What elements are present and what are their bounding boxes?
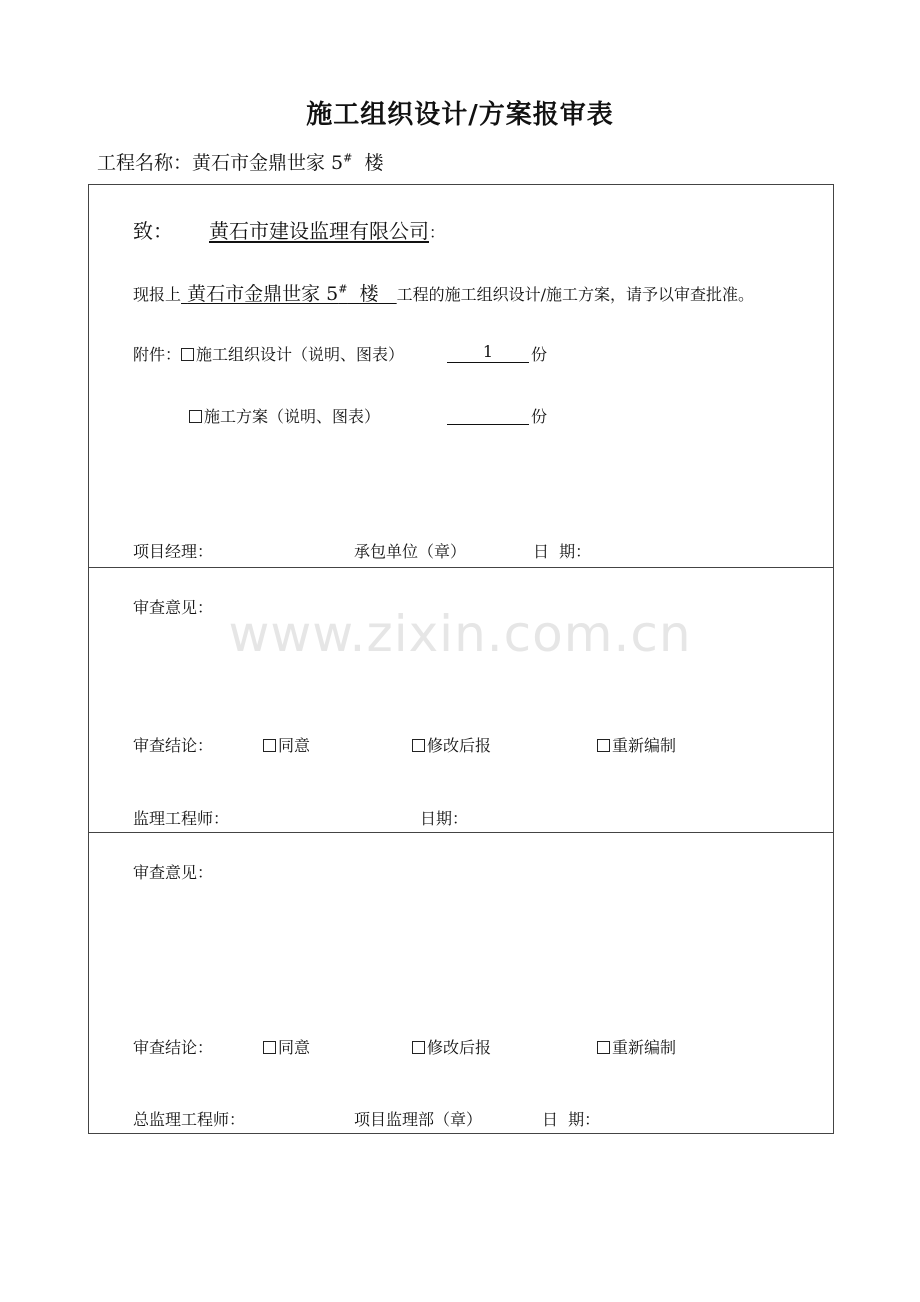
engineer-label: 监理工程师：	[133, 809, 230, 828]
report-suffix: 楼	[359, 283, 379, 305]
attachment-label: 附件：	[133, 345, 182, 364]
date-label: 日 期：	[542, 1110, 601, 1129]
project-name-line	[97, 148, 383, 175]
opinion-label: 审查意见：	[133, 598, 214, 617]
option-agree-label: 同意	[278, 736, 311, 755]
project-mark: #	[343, 151, 353, 165]
page-title: 施工组织设计/方案报审表	[306, 100, 614, 130]
attachment-line-2	[189, 404, 380, 427]
attachment1-unit: 份	[531, 345, 548, 364]
attachment2-label: 施工方案（说明、图表）	[204, 407, 381, 426]
report-mark: #	[338, 282, 348, 296]
attachment2-count[interactable]	[447, 404, 529, 425]
manager-label: 项目经理：	[133, 542, 214, 561]
checkbox-icon[interactable]	[263, 739, 276, 752]
checkbox-icon[interactable]	[412, 739, 425, 752]
opinion-label: 审查意见：	[133, 863, 214, 882]
to-label: 致：	[133, 219, 173, 243]
attachment1-label: 施工组织设计（说明、图表）	[196, 345, 405, 364]
row-divider-1	[89, 567, 833, 568]
option-recompile[interactable]	[597, 733, 676, 756]
project-label: 工程名称：	[97, 152, 193, 174]
conclusion-label: 审查结论：	[133, 736, 214, 755]
option-revise[interactable]	[412, 733, 491, 756]
checkbox-icon[interactable]	[412, 1041, 425, 1054]
to-line	[133, 215, 445, 244]
date-label: 日期：	[420, 809, 469, 828]
chief-engineer-label: 总监理工程师：	[133, 1110, 246, 1129]
date-label: 日 期：	[533, 542, 592, 561]
row-divider-2	[89, 832, 833, 833]
checkbox-icon[interactable]	[597, 1041, 610, 1054]
report-text: 工程的施工组织设计/施工方案，请予以审查批准。	[396, 285, 755, 304]
option-revise-label: 修改后报	[427, 1038, 492, 1057]
attachment-line-1	[133, 342, 404, 365]
report-project-field	[181, 283, 397, 305]
option-recompile-label: 重新编制	[612, 1038, 677, 1057]
to-recipient: 黄石市建设监理有限公司	[209, 219, 429, 243]
option-agree[interactable]	[263, 733, 310, 756]
contractor-label: 承包单位（章）	[354, 542, 467, 561]
checkbox-icon[interactable]	[597, 739, 610, 752]
project-name: 黄石市金鼎世家 5	[192, 152, 344, 174]
checkbox-icon[interactable]	[181, 348, 194, 361]
conclusion-label: 审查结论：	[133, 1038, 214, 1057]
report-prefix: 现报上	[133, 285, 182, 304]
attachment2-unit: 份	[531, 407, 548, 426]
checkbox-icon[interactable]	[263, 1041, 276, 1054]
report-project: 黄石市金鼎世家 5	[187, 283, 339, 305]
checkbox-icon[interactable]	[189, 410, 202, 423]
option-agree-label: 同意	[278, 1038, 311, 1057]
to-colon: ：	[429, 223, 446, 242]
option-revise-label: 修改后报	[427, 736, 492, 755]
attachment1-count[interactable]: 1	[447, 342, 529, 363]
project-suffix: 楼	[364, 152, 384, 174]
supervision-dept-label: 项目监理部（章）	[354, 1110, 483, 1129]
report-line	[133, 279, 754, 306]
option-recompile-label: 重新编制	[612, 736, 677, 755]
option-agree[interactable]	[263, 1035, 310, 1058]
option-recompile[interactable]	[597, 1035, 676, 1058]
watermark: www.zixin.com.cn	[228, 605, 692, 663]
option-revise[interactable]	[412, 1035, 491, 1058]
